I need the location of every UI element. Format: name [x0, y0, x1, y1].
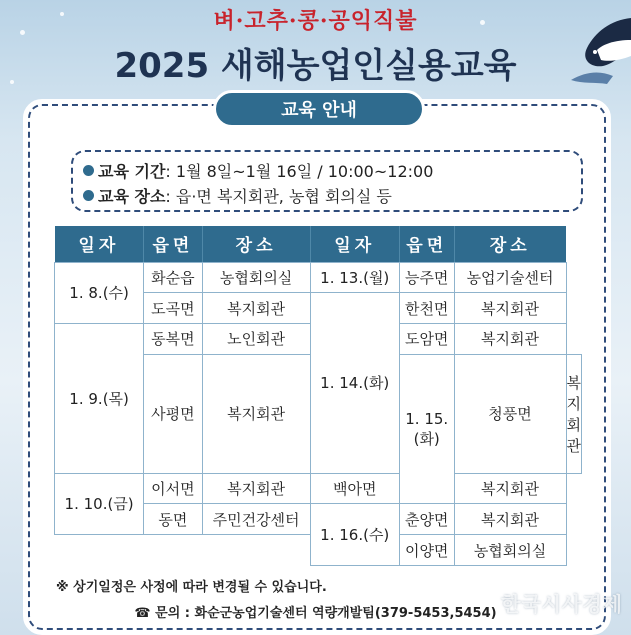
info-value: : 읍·면 복지회관, 농협 회의실 등 — [165, 187, 392, 206]
date-cell: 1. 16.(수) — [310, 504, 399, 566]
town-cell: 춘양면 — [399, 504, 454, 535]
town-cell: 능주면 — [399, 262, 454, 293]
header-place: 장소 — [202, 226, 310, 262]
town-cell: 사평면 — [144, 354, 202, 473]
date-cell: 1. 13.(월) — [310, 262, 399, 293]
schedule-table — [54, 226, 582, 566]
place-cell: 농업기술센터 — [454, 262, 566, 293]
town-cell: 동복면 — [144, 324, 202, 355]
place-cell: 복지회관 — [454, 324, 566, 355]
poster-subtitle: 벼·고추·콩·공익직불 — [213, 8, 418, 34]
date-cell: 1. 14.(화) — [310, 293, 399, 473]
place-cell: 농협회의실 — [202, 262, 310, 293]
info-label: 교육 장소 — [98, 187, 166, 206]
info-value: : 1월 8일~1월 16일 / 10:00~12:00 — [165, 162, 434, 181]
place-cell: 복지회관 — [454, 473, 566, 504]
town-cell: 동면 — [144, 504, 202, 535]
town-cell: 이서면 — [144, 473, 202, 504]
date-cell: 1. 15.(화) — [399, 354, 454, 504]
contact-info: ☎ 문의 : 화순군농업기술센터 역량개발팀(379-5453,5454) — [134, 606, 497, 621]
date-cell: 1. 9.(목) — [55, 324, 144, 474]
section-label: 교육 안내 — [213, 90, 425, 128]
place-cell: 복지회관 — [454, 504, 566, 535]
town-cell: 이양면 — [399, 535, 454, 566]
place-cell: 농협회의실 — [454, 535, 566, 566]
town-cell: 도곡면 — [144, 293, 202, 324]
info-line-period — [83, 158, 581, 183]
place-cell: 복지회관 — [454, 293, 566, 324]
place-cell: 복지회관 — [202, 354, 310, 473]
info-line-location — [83, 183, 581, 208]
date-cell: 1. 8.(수) — [55, 262, 144, 324]
table-header-row — [55, 226, 582, 262]
poster-header — [0, 0, 631, 92]
header-place: 장소 — [454, 226, 566, 262]
place-cell: 복지회관 — [202, 293, 310, 324]
empty-cell — [55, 535, 311, 566]
town-cell: 백아면 — [310, 473, 399, 504]
header-date: 일자 — [310, 226, 399, 262]
header-town: 읍면 — [144, 226, 202, 262]
poster-title: 2025 새해농업인실용교육 — [114, 46, 517, 86]
bullet-icon — [83, 190, 94, 201]
place-cell: 주민건강센터 — [202, 504, 310, 535]
info-box — [71, 150, 583, 212]
header-town: 읍면 — [399, 226, 454, 262]
place-cell: 복지회관 — [566, 354, 582, 473]
header-date: 일자 — [55, 226, 144, 262]
footnote: ※ 상기일정은 사정에 따라 변경될 수 있습니다. — [56, 580, 327, 595]
bullet-icon — [83, 165, 94, 176]
place-cell: 노인회관 — [202, 324, 310, 355]
town-cell: 청풍면 — [454, 354, 566, 473]
table-row — [55, 473, 582, 504]
town-cell: 화순읍 — [144, 262, 202, 293]
date-cell: 1. 10.(금) — [55, 473, 144, 535]
town-cell: 한천면 — [399, 293, 454, 324]
watermark: 한국시사경제 — [501, 592, 623, 616]
info-label: 교육 기간 — [98, 162, 166, 181]
town-cell: 도암면 — [399, 324, 454, 355]
place-cell: 복지회관 — [202, 473, 310, 504]
